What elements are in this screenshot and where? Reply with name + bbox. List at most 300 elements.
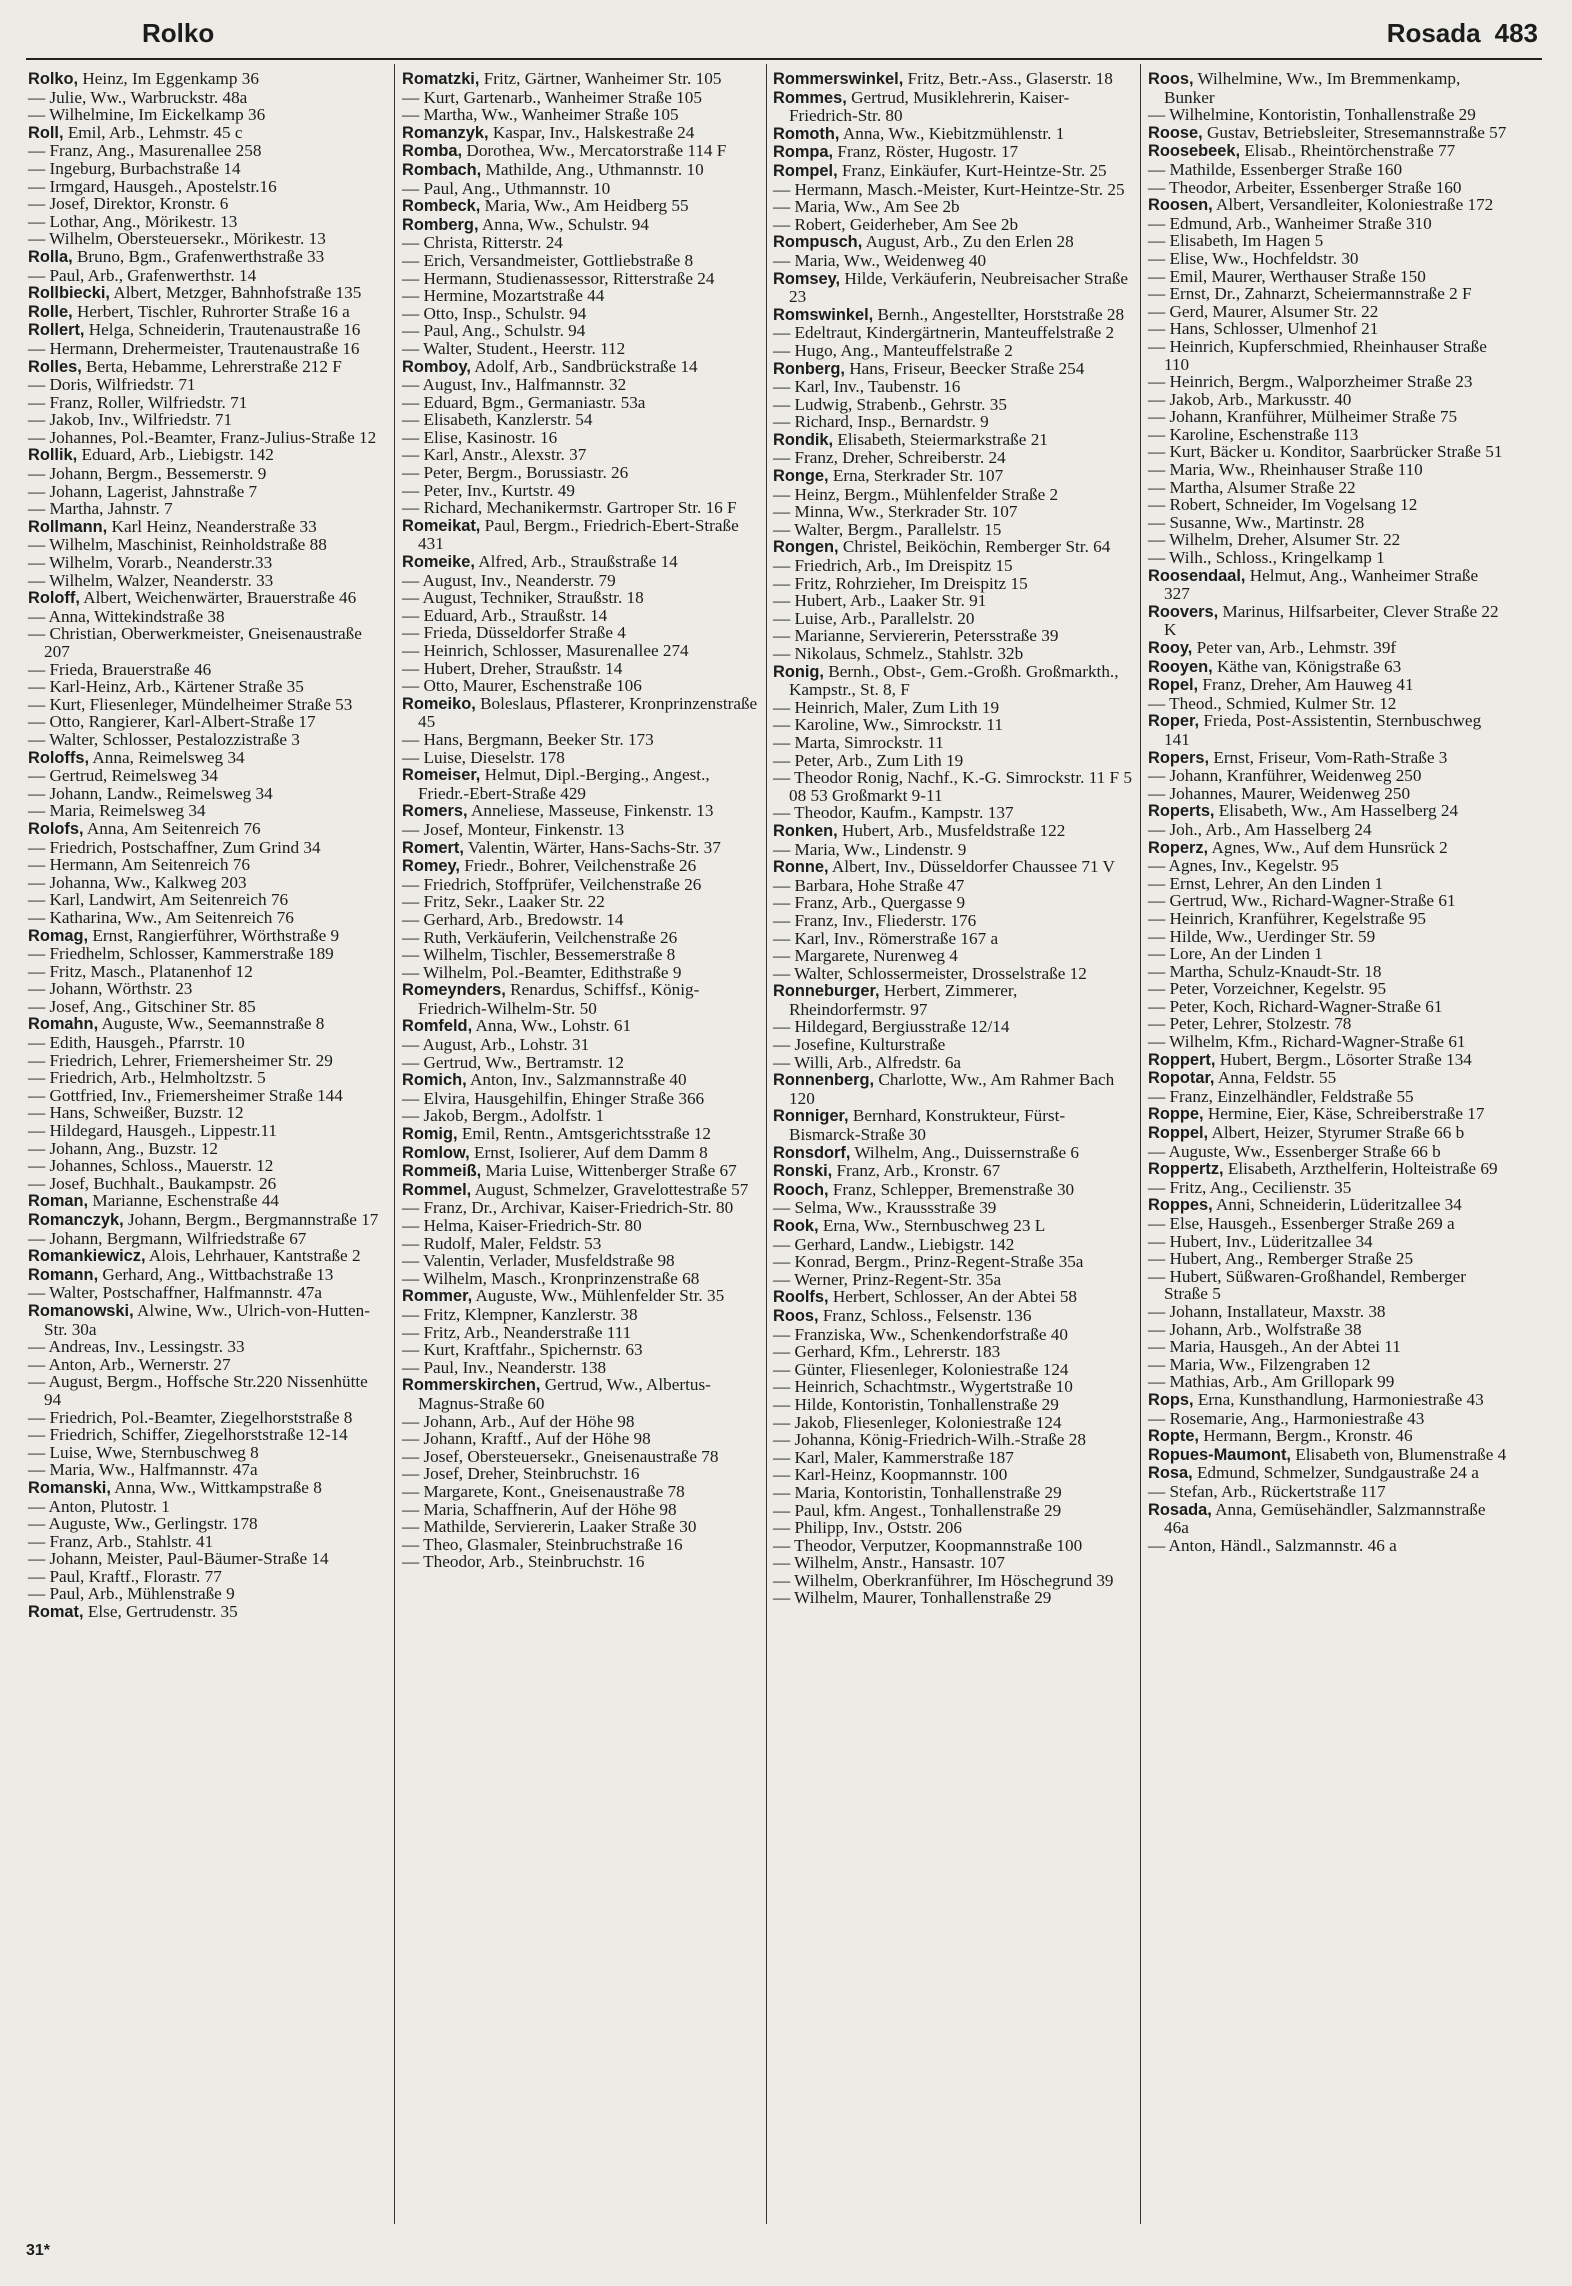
entry-text: — Lore, An der Linden 1 (1148, 944, 1323, 964)
entry-text: — Doris, Wilfriedstr. 71 (28, 375, 196, 395)
directory-entry (1148, 676, 1508, 695)
entry-text: — Willi, Arb., Alfredstr. 6a (773, 1052, 962, 1072)
entry-text: — Johanna, Ww., Kalkweg 203 (28, 872, 247, 892)
entry-text: — Helma, Kaiser-Friedrich-Str. 80 (402, 1216, 642, 1235)
directory-entry (773, 1431, 1133, 1449)
directory-entry (1148, 767, 1508, 785)
directory-entry (773, 143, 1133, 162)
entry-surname: Roovers, (1148, 602, 1219, 621)
entry-surname: Roosen, (1148, 196, 1213, 215)
directory-entry (773, 1449, 1133, 1467)
entry-text: — Franz, Ang., Masurenallee 258 (28, 141, 262, 161)
directory-entry (402, 180, 762, 198)
directory-entry (1148, 785, 1508, 803)
entry-text: — Johann, Kraftf., Auf der Höhe 98 (402, 1429, 651, 1449)
entry-text: — Walter, Schlosser, Pestalozzistraße 3 (28, 729, 300, 749)
entry-text: — Franz, Arb., Quergasse 9 (773, 893, 966, 913)
entry-text: — Robert, Geiderheber, Am See 2b (773, 214, 1019, 234)
directory-entry (773, 1343, 1133, 1361)
entry-surname: Rommer, (402, 1287, 473, 1306)
entry-text: — Richard, Mechanikermstr. Gartroper Str. 16 F (402, 498, 737, 518)
directory-entry (28, 1603, 388, 1622)
directory-entry (28, 248, 388, 267)
entry-surname: Rommes, (773, 88, 847, 107)
entry-text: — Elvira, Hausgehilfin, Ehinger Straße 366 (402, 1088, 705, 1108)
directory-entry (1148, 839, 1508, 858)
entry-text: — Wilhelmine, Im Eickelkamp 36 (28, 105, 266, 125)
directory-entry (773, 306, 1133, 325)
entry-surname: Romat, (28, 1603, 84, 1622)
directory-entry (1148, 945, 1508, 963)
directory-entry (1148, 373, 1508, 391)
directory-entry (28, 230, 388, 248)
entry-text: — Wilhelm, Oberkranführer, Im Höschegrund 39 (773, 1570, 1114, 1590)
entry-text: — Hubert, Inv., Lüderitzallee 34 (1148, 1231, 1373, 1251)
directory-entry (402, 876, 762, 894)
directory-entry (1148, 426, 1508, 444)
directory-entry (1148, 1268, 1508, 1303)
entry-surname: Rollik, (28, 446, 78, 465)
directory-entry (28, 767, 388, 785)
entry-text: — Walter, Student., Heerstr. 112 (402, 338, 626, 358)
directory-entry (1148, 639, 1508, 658)
entry-surname: Romberg, (402, 215, 479, 234)
directory-entry (402, 677, 762, 695)
directory-entry (1148, 1196, 1508, 1215)
directory-entry (1148, 1015, 1508, 1033)
directory-entry (773, 431, 1133, 450)
entry-text: Renardus, Schiffsf., König-Friedrich-Wilhelm-Str. 50 (418, 980, 700, 1018)
entry-surname: Rompel, (773, 161, 838, 180)
entry-text: — Kurt, Bäcker u. Konditor, Saarbrücker Straße 51 (1148, 442, 1503, 462)
directory-entry (28, 785, 388, 803)
directory-entry (28, 927, 388, 946)
directory-entry (773, 1107, 1133, 1143)
entry-text: — Maria, Kontoristin, Tonhallenstraße 29 (773, 1482, 1062, 1502)
entry-text: — Heinrich, Kupferschmied, Rheinhauser Straße 110 (1148, 336, 1487, 374)
entry-text: Bruno, Bgm., Grafenwerthstraße 33 (72, 246, 325, 266)
entry-surname: Romers, (402, 802, 468, 821)
directory-entry (28, 820, 388, 839)
directory-entry (402, 106, 762, 124)
directory-entry (773, 592, 1133, 610)
directory-entry (1148, 70, 1508, 106)
directory-entry (28, 625, 388, 660)
entry-text: Franz, Schlepper, Bremenstraße 30 (828, 1179, 1075, 1199)
entry-text: — Wilhelm, Kfm., Richard-Wagner-Straße 61 (1148, 1032, 1466, 1052)
entry-text: — Josefine, Kulturstraße (773, 1035, 946, 1055)
directory-entry (773, 1036, 1133, 1054)
entry-text: Bernh., Angestellter, Horststraße 28 (873, 304, 1125, 324)
entry-text: — Selma, Ww., Kraussstraße 39 (773, 1198, 997, 1218)
entry-text: — Hans, Schlosser, Ulmenhof 21 (1148, 319, 1379, 339)
directory-entry (1148, 1250, 1508, 1268)
directory-entry (1148, 1410, 1508, 1428)
entry-surname: Ronnenberg, (773, 1071, 875, 1090)
directory-entry (1148, 215, 1508, 233)
entry-text: — Hubert, Arb., Laaker Str. 91 (773, 591, 987, 611)
entry-text: — Minna, Ww., Sterkrader Str. 107 (773, 502, 1018, 522)
entry-text: — Ludwig, Strabenb., Gehrstr. 35 (773, 394, 1007, 414)
directory-entry (1148, 1051, 1508, 1070)
page-number: 483 (1494, 18, 1538, 48)
directory-entry (1148, 1069, 1508, 1088)
entry-text: Elisabeth, Ww., Am Hasselberg 24 (1214, 801, 1459, 821)
directory-entry (28, 1015, 388, 1034)
entry-text: — Josef, Obersteuersekr., Gneisenaustraße 78 (402, 1446, 719, 1466)
directory-entry (402, 1181, 762, 1200)
entry-text: Alfred, Arb., Straußstraße 14 (474, 552, 678, 572)
directory-entry (1148, 802, 1508, 821)
entry-text: Paul, Bergm., Friedrich-Ebert-Straße 431 (418, 515, 739, 554)
entry-text: — Mathilde, Serviererin, Laaker Straße 30 (402, 1517, 697, 1537)
entry-text: — Wilhelm, Vorarb., Neanderstr.33 (28, 553, 273, 573)
directory-entry (28, 1498, 388, 1516)
directory-entry (28, 1087, 388, 1105)
directory-entry (402, 1162, 762, 1181)
entry-surname: Roppertz, (1148, 1160, 1224, 1179)
directory-entry (1148, 1391, 1508, 1410)
directory-entry (28, 554, 388, 572)
entry-text: — Maria, Ww., Weidenweg 40 (773, 250, 987, 270)
directory-entry (402, 358, 762, 377)
directory-entry (1148, 179, 1508, 197)
entry-text: — Johann, Bergmann, Wilfriedstraße 67 (28, 1228, 307, 1248)
entry-text: — Auguste, Ww., Gerlingstr. 178 (28, 1514, 258, 1534)
entry-text: Anton, Inv., Salzmannstraße 40 (466, 1070, 687, 1090)
entry-text: Hubert, Arb., Musfeldstraße 122 (837, 820, 1066, 840)
entry-surname: Rollbiecki, (28, 284, 110, 303)
entry-text: — Maria, Schaffnerin, Auf der Höhe 98 (402, 1499, 677, 1519)
entry-text: — Heinz, Bergm., Mühlenfelder Straße 2 (773, 484, 1059, 504)
entry-text: — Emil, Maurer, Werthauser Straße 150 (1148, 266, 1426, 286)
directory-entry (1148, 1088, 1508, 1106)
entry-surname: Rondik, (773, 430, 834, 449)
entry-surname: Rombach, (402, 160, 482, 179)
entry-text: Heinz, Im Eggenkamp 36 (78, 69, 259, 88)
entry-text: — Barbara, Hohe Straße 47 (773, 875, 965, 895)
entry-text: — Hildegard, Hausgeh., Lippestr.11 (28, 1121, 278, 1141)
entry-text: Ernst, Friseur, Vom-Rath-Straße 3 (1209, 747, 1448, 767)
entry-text: — Robert, Schneider, Im Vogelsang 12 (1148, 495, 1418, 515)
entry-text: Franz, Arb., Kronstr. 67 (832, 1161, 1001, 1181)
entry-surname: Rombeck, (402, 197, 481, 216)
entry-text: — Andreas, Inv., Lessingstr. 33 (28, 1337, 245, 1357)
entry-surname: Ronneburger, (773, 982, 880, 1001)
entry-text: Erna, Ww., Sternbuschweg 23 L (818, 1216, 1046, 1235)
entry-text: — Johann, Lagerist, Jahnstraße 7 (28, 481, 258, 501)
entry-text: Anna, Reimelsweg 34 (89, 747, 245, 767)
directory-entry (402, 1324, 762, 1342)
directory-entry (773, 467, 1133, 486)
entry-text: — Gerhard, Arb., Bredowstr. 14 (402, 909, 624, 929)
entry-text: Gertrud, Musiklehrerin, Kaiser-Friedrich-Str. 80 (789, 87, 1070, 126)
entry-text: Maria Luise, Wittenberger Straße 67 (481, 1161, 737, 1181)
directory-entry (28, 608, 388, 626)
entry-text: — Hermann, Am Seitenreich 76 (28, 855, 250, 875)
entry-text: — Mathilde, Essenberger Straße 160 (1148, 159, 1403, 179)
entry-text: — Peter, Inv., Kurtstr. 49 (402, 480, 575, 500)
directory-entry (773, 198, 1133, 216)
directory-entry (1148, 391, 1508, 409)
directory-entry (28, 1284, 388, 1302)
directory-entry (28, 124, 388, 143)
directory-entry (1148, 1143, 1508, 1161)
entry-surname: Ropel, (1148, 676, 1199, 695)
entry-text: — Wilhelm, Obersteuersekr., Mörikestr. 13 (28, 229, 326, 249)
entry-text: — Johann, Kranführer, Mülheimer Straße 75 (1148, 407, 1458, 427)
entry-text: — Johann, Ang., Buzstr. 12 (28, 1138, 219, 1158)
entry-surname: Ronsdorf, (773, 1143, 851, 1162)
entry-text: Johann, Bergm., Bergmannstraße 17 (123, 1210, 379, 1229)
entry-text: Herbert, Zimmerer, Rheindorfermstr. 97 (789, 981, 1018, 1019)
entry-text: Helmut, Ang., Wanheimer Straße 327 (1164, 565, 1479, 604)
directory-entry (773, 982, 1133, 1018)
directory-entry (28, 1122, 388, 1140)
directory-entry (1148, 1233, 1508, 1251)
directory-entry (773, 1361, 1133, 1379)
directory-entry (773, 1554, 1133, 1572)
directory-entry (773, 378, 1133, 396)
entry-surname: Rolle, (28, 302, 73, 321)
entry-surname: Romboy, (402, 357, 471, 376)
directory-entry (28, 446, 388, 465)
entry-text: — Heinrich, Schlosser, Masurenallee 274 (402, 641, 689, 660)
entry-text: Valentin, Wärter, Hans-Sachs-Str. 37 (463, 837, 721, 857)
directory-entry (773, 1572, 1133, 1590)
entry-surname: Romlow, (402, 1143, 470, 1162)
entry-text: — Karl, Anstr., Alexstr. 37 (402, 445, 587, 465)
directory-entry (1148, 1446, 1508, 1465)
entry-text: Christel, Beiköchin, Remberger Str. 64 (838, 537, 1111, 557)
entry-text: August, Arb., Zu den Erlen 28 (862, 232, 1074, 252)
directory-entry (402, 340, 762, 358)
directory-entry (402, 376, 762, 394)
directory-entry (28, 661, 388, 679)
directory-entry (773, 503, 1133, 521)
directory-entry (28, 284, 388, 303)
directory-entry (773, 804, 1133, 822)
entry-surname: Rooyen, (1148, 657, 1213, 676)
entry-text: — Anton, Arb., Wernerstr. 27 (28, 1354, 231, 1374)
entry-surname: Ronski, (773, 1162, 833, 1181)
entry-text: Gerhard, Ang., Wittbachstraße 13 (98, 1264, 334, 1284)
entry-text: Anna, Ww., Wittkampstraße 8 (110, 1477, 322, 1497)
entry-text: Marinus, Hilfsarbeiter, Clever Straße 22 K (1164, 601, 1499, 640)
entry-surname: Ronken, (773, 821, 838, 840)
entry-text: — Theod., Schmied, Kulmer Str. 12 (1148, 693, 1397, 713)
directory-entry (773, 1502, 1133, 1520)
entry-text: Dorothea, Ww., Mercatorstraße 114 F (462, 141, 727, 161)
entry-text: — Johann, Arb., Auf der Höhe 98 (402, 1411, 635, 1431)
directory-entry (28, 1069, 388, 1087)
entry-text: — Wilh., Schloss., Kringelkamp 1 (1148, 548, 1385, 568)
entry-text: — Johannes, Maurer, Weidenweg 250 (1148, 783, 1411, 803)
entry-text: — Kurt, Fliesenleger, Mündelheimer Straße 53 (28, 694, 353, 714)
entry-text: — Fritz, Sekr., Laaker Str. 22 (402, 892, 605, 912)
entry-text: — Günter, Fliesenleger, Koloniestraße 124 (773, 1359, 1069, 1379)
entry-text: — Johann, Wörthstr. 23 (28, 979, 193, 999)
directory-entry (402, 499, 762, 517)
directory-entry (402, 964, 762, 982)
directory-entry (1148, 1483, 1508, 1501)
directory-entry (773, 1271, 1133, 1289)
directory-entry (402, 1430, 762, 1448)
directory-entry (773, 822, 1133, 841)
entry-text: Erna, Sterkrader Str. 107 (828, 466, 1004, 486)
directory-entry (28, 1230, 388, 1248)
entry-surname: Rollmann, (28, 517, 108, 536)
directory-entry (28, 483, 388, 501)
directory-entry (28, 963, 388, 981)
entry-text: — Lothar, Ang., Mörikestr. 13 (28, 211, 238, 231)
directory-entry (773, 449, 1133, 467)
entry-text: — Gertrud, Ww., Bertramstr. 12 (402, 1052, 624, 1072)
entry-text: — Auguste, Ww., Essenberger Straße 66 b (1148, 1141, 1441, 1161)
entry-text: Gustav, Betriebsleiter, Stresemannstraße 57 (1202, 122, 1507, 142)
entry-text: — Wilhelm, Walzer, Neanderstr. 33 (28, 570, 274, 590)
directory-entry (773, 947, 1133, 965)
directory-entry (28, 70, 388, 89)
entry-text: — Friedrich, Pol.-Beamter, Ziegelhorststraße 8 (28, 1407, 353, 1427)
entry-text: — Wilhelmine, Kontoristin, Tonhallenstraße 29 (1148, 105, 1476, 125)
entry-text: Emil, Rentn., Amtsgerichtsstraße 12 (457, 1124, 712, 1144)
entry-text: — Franz, Roller, Wilfriedstr. 71 (28, 392, 248, 412)
entry-surname: Rommerskirchen, (402, 1376, 541, 1395)
entry-surname: Ronne, (773, 858, 829, 877)
directory-entry (402, 252, 762, 270)
entry-text: — Fritz, Klempner, Kanzlerstr. 38 (402, 1304, 638, 1324)
directory-entry (402, 197, 762, 216)
entry-text: — Friedrich, Stoffprüfer, Veilchenstraße 26 (402, 874, 702, 894)
entry-text: Alwine, Ww., Ulrich-von-Hutten-Str. 30a (44, 1300, 370, 1339)
directory-entry (28, 1034, 388, 1052)
entry-text: — August, Arb., Lohstr. 31 (402, 1035, 590, 1055)
entry-surname: Ronniger, (773, 1107, 849, 1126)
entry-text: Mathilde, Ang., Uthmannstr. 10 (481, 159, 704, 179)
directory-entry (28, 213, 388, 231)
entry-text: Elisab., Rheintörchenstraße 77 (1240, 141, 1456, 161)
directory-entry (1148, 106, 1508, 124)
entry-text: Herbert, Tischler, Ruhrorter Straße 16 a (72, 301, 350, 321)
entry-text: Albert, Metzger, Bahnhofstraße 135 (109, 283, 362, 303)
directory-entry (402, 517, 762, 553)
entry-surname: Roosendaal, (1148, 566, 1246, 585)
entry-text: — Franz, Dreher, Schreiberstr. 24 (773, 448, 1006, 468)
directory-entry (28, 195, 388, 213)
entry-text: — Franz, Arb., Stahlstr. 41 (28, 1531, 214, 1551)
directory-entry (28, 1157, 388, 1175)
entry-text: — Johannes, Pol.-Beamter, Franz-Julius-Straße 12 (28, 427, 377, 447)
entry-surname: Roper, (1148, 712, 1200, 731)
directory-entry (28, 1461, 388, 1479)
entry-text: — Friedhelm, Schlosser, Kammerstraße 189 (28, 944, 334, 964)
directory-entry (773, 930, 1133, 948)
entry-text: Anni, Schneiderin, Lüderitzallee 34 (1212, 1195, 1462, 1215)
directory-entry (402, 766, 762, 802)
entry-text: — Peter, Arb., Zum Lith 19 (773, 750, 964, 770)
directory-entry (1148, 857, 1508, 875)
entry-surname: Romeynders, (402, 981, 506, 1000)
entry-text: — Julie, Ww., Warbruckstr. 48a (28, 87, 248, 107)
directory-entry (28, 394, 388, 412)
entry-text: Franz, Schloss., Felsenstr. 136 (818, 1305, 1032, 1325)
directory-entry (773, 233, 1133, 252)
entry-surname: Romoth, (773, 124, 840, 143)
directory-entry (1148, 821, 1508, 839)
entry-text: — Theodor Ronig, Nachf., K.-G. Simrockstr. 11 F 5 08 53 Großmarkt 9-11 (773, 768, 1132, 805)
entry-surname: Rolko, (28, 70, 79, 88)
entry-text: — Ruth, Verkäuferin, Veilchenstraße 26 (402, 927, 678, 947)
entry-surname: Roosebeek, (1148, 142, 1241, 161)
directory-entry (28, 1426, 388, 1444)
entry-text: — Peter, Lehrer, Stolzestr. 78 (1148, 1014, 1352, 1034)
directory-entry (1148, 712, 1508, 748)
entry-text: — Rudolf, Maler, Feldstr. 53 (402, 1233, 602, 1253)
entry-text: — Theo, Glasmaler, Steinbruchstraße 16 (402, 1534, 683, 1554)
entry-surname: Ropotar, (1148, 1069, 1215, 1088)
entry-text: — Wilhelm, Dreher, Alsumer Str. 22 (1148, 530, 1401, 550)
entry-text: Anna, Ww., Kiebitzmühlenstr. 1 (839, 123, 1065, 143)
directory-entry (28, 1568, 388, 1586)
entry-text: — Friedrich, Schiffer, Ziegelhorststraße 12-14 (28, 1425, 348, 1445)
directory-entry (402, 553, 762, 572)
entry-text: Erna, Kunsthandlung, Harmoniestraße 43 (1193, 1389, 1484, 1409)
directory-entry (28, 891, 388, 909)
entry-text: — Heinrich, Bergm., Walporzheimer Straße 23 (1148, 372, 1473, 392)
entry-surname: Romeiko, (402, 694, 476, 713)
entry-text: — Peter, Koch, Richard-Wagner-Straße 61 (1148, 996, 1443, 1016)
directory-entry (773, 1181, 1133, 1200)
entry-text: Hilde, Verkäuferin, Neubreisacher Straße 23 (789, 268, 1129, 307)
directory-entry (28, 1247, 388, 1266)
entry-text: — Ernst, Dr., Zahnarzt, Scheiermannstraße 2 F (1148, 284, 1472, 304)
directory-entry (28, 909, 388, 927)
directory-entry (1148, 1033, 1508, 1051)
directory-entry (402, 911, 762, 929)
entry-surname: Romeiser, (402, 766, 481, 785)
entry-surname: Romig, (402, 1125, 458, 1144)
entry-text: — Jakob, Inv., Wilfriedstr. 71 (28, 410, 233, 430)
directory-entry (28, 142, 388, 160)
entry-text: — Wilhelm, Maschinist, Reinholdstraße 88 (28, 535, 327, 555)
directory-entry (773, 1326, 1133, 1344)
directory-entry (28, 874, 388, 892)
entry-text: Gertrud, Ww., Albertus-Magnus-Straße 60 (418, 1375, 711, 1413)
directory-entry (402, 695, 762, 731)
directory-entry (402, 572, 762, 590)
entry-text: — August, Inv., Neanderstr. 79 (402, 570, 616, 590)
entry-text: — Franziska, Ww., Schenkendorfstraße 40 (773, 1324, 1068, 1344)
entry-text: — Erich, Versandmeister, Gottliebstraße 8 (402, 250, 694, 270)
entry-text: — Hermann, Drehermeister, Trautenaustraße 16 (28, 338, 360, 358)
directory-entry (28, 518, 388, 537)
directory-entry (402, 429, 762, 447)
entry-text: Elisabeth von, Blumenstraße 4 (1290, 1444, 1507, 1464)
directory-entry (402, 1036, 762, 1054)
directory-entry (773, 1396, 1133, 1414)
entry-text: — Maria, Ww., Am See 2b (773, 197, 960, 217)
header-last-entry-and-page (1387, 18, 1538, 49)
entry-text: — Elisabeth, Im Hagen 5 (1148, 231, 1324, 251)
entry-text: — Franz, Inv., Fliederstr. 176 (773, 910, 977, 930)
entry-text: — Josef, Direktor, Kronstr. 6 (28, 194, 229, 214)
entry-text: — Luise, Dieselstr. 178 (402, 747, 565, 767)
entry-text: — Else, Hausgeh., Essenberger Straße 269 a (1148, 1214, 1455, 1233)
entry-surname: Romeike, (402, 553, 475, 572)
directory-entry (1148, 1160, 1508, 1179)
directory-entry (402, 1144, 762, 1163)
